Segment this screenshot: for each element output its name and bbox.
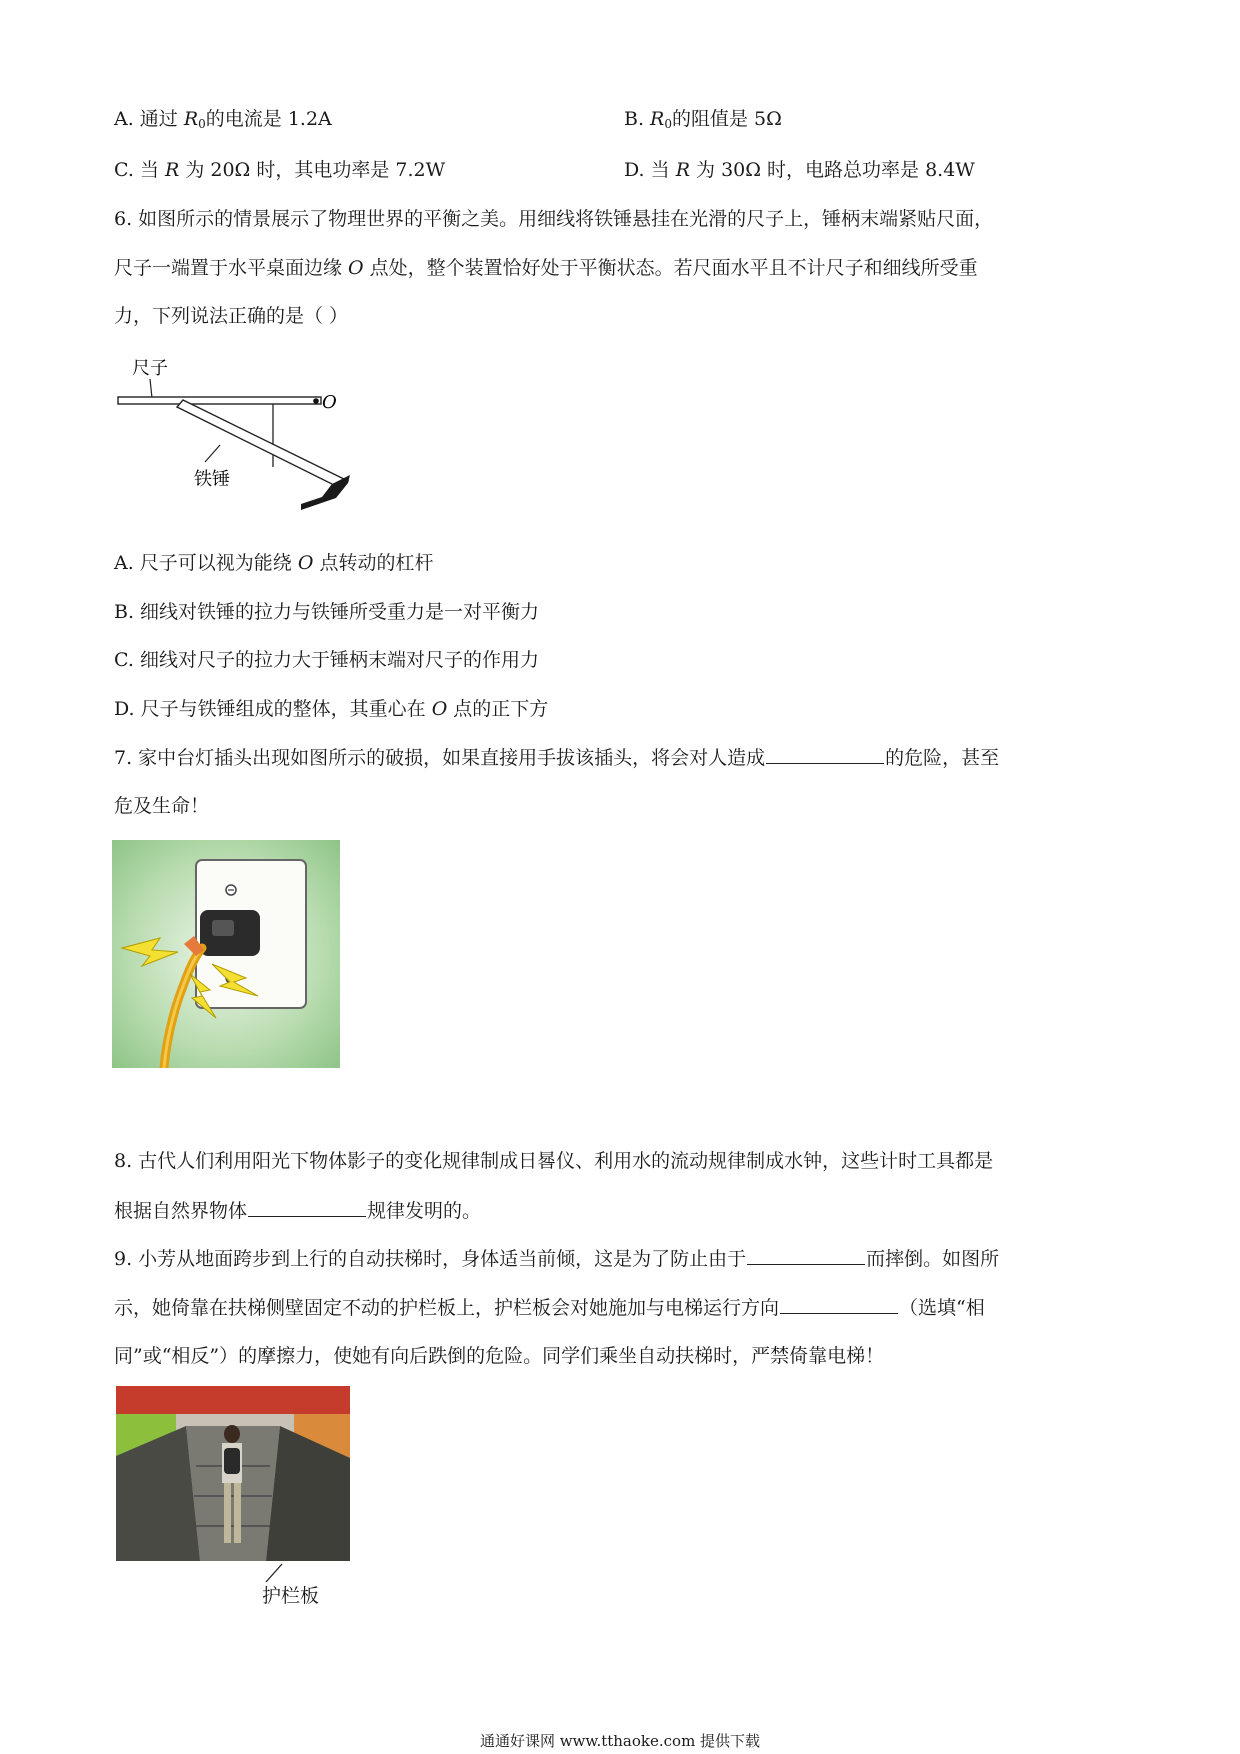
ruler bbox=[118, 397, 321, 404]
q6-stem-line1: 6. 如图所示的情景展示了物理世界的平衡之美。用细线将铁锤悬挂在光滑的尺子上，锤柄末端紧贴尺面， bbox=[114, 208, 994, 230]
red-ceiling bbox=[116, 1386, 350, 1414]
hammer-label-leader bbox=[205, 445, 220, 462]
q6-option-c: C. 细线对尺子的拉力大于锤柄末端对尺子的作用力 bbox=[114, 649, 539, 671]
pivot-point bbox=[313, 398, 319, 404]
guard-label-leader bbox=[266, 1564, 282, 1582]
q5-option-d: D. 当 R 为 30Ω 时，电路总功率是 8.4W bbox=[624, 159, 975, 181]
pivot-label: O bbox=[322, 392, 337, 413]
q6-option-d: D. 尺子与铁锤组成的整体，其重心在 O 点的正下方 bbox=[114, 698, 549, 720]
ruler-hammer-figure bbox=[110, 352, 370, 522]
q6-stem-line3: 力，下列说法正确的是（ ） bbox=[114, 305, 349, 327]
q8-stem-line2: 根据自然界物体 规律发明的。 bbox=[114, 1200, 482, 1222]
q6-stem-line2: 尺子一端置于水平桌面边缘 O 点处，整个装置恰好处于平衡状态。若尺面水平且不计尺子和细线所受重 bbox=[114, 257, 978, 279]
guard-panel-label: 护栏板 bbox=[262, 1585, 320, 1607]
q9-answer-blank-2[interactable] bbox=[780, 1295, 898, 1314]
q6-option-a: A. 尺子可以视为能绕 O 点转动的杠杆 bbox=[114, 552, 434, 574]
q6-option-b: B. 细线对铁锤的拉力与铁锤所受重力是一对平衡力 bbox=[114, 601, 540, 623]
q9-answer-blank-1[interactable] bbox=[747, 1246, 865, 1265]
page-footer: 通通好课网 www.tthaoke.com 提供下载 bbox=[479, 1732, 761, 1750]
q5-option-c: C. 当 R 为 20Ω 时，其电功率是 7.2W bbox=[114, 159, 446, 181]
q5-option-b: B. $R_0$的阻值是 5Ω bbox=[624, 108, 782, 131]
escalator-photo bbox=[116, 1386, 350, 1588]
backpack bbox=[224, 1448, 240, 1474]
hammer-label: 铁锤 bbox=[194, 469, 230, 490]
q9-stem-line1: 9. 小芳从地面跨步到上行的自动扶梯时，身体适当前倾，这是为了防止由于 而摔倒。如图所 bbox=[114, 1248, 1000, 1270]
q7-stem-line2: 危及生命！ bbox=[114, 795, 210, 817]
q8-answer-blank[interactable] bbox=[248, 1198, 366, 1217]
q5-option-a: A. 通过 $R_0$的电流是 1.2A bbox=[114, 108, 332, 131]
ruler-label: 尺子 bbox=[132, 358, 168, 379]
q9-stem-line2: 示，她倚靠在扶梯侧壁固定不动的护栏板上，护栏板会对她施加与电梯运行方向 （选填“相 bbox=[114, 1297, 985, 1319]
q7-answer-blank[interactable] bbox=[766, 745, 884, 764]
ruler-label-leader bbox=[150, 379, 152, 398]
q8-stem-line1: 8. 古代人们利用阳光下物体影子的变化规律制成日晷仪、利用水的流动规律制成水钟，这些计时工具都是 bbox=[114, 1150, 994, 1172]
q7-stem-line1: 7. 家中台灯插头出现如图所示的破损，如果直接用手拔该插头，将会对人造成 的危险，甚至 bbox=[114, 747, 1000, 769]
damaged-plug-illustration bbox=[112, 840, 340, 1068]
q9-stem-line3: 同”或“相反”）的摩擦力，使她有向后跌倒的危险。同学们乘坐自动扶梯时，严禁倚靠电梯！ bbox=[114, 1345, 885, 1367]
